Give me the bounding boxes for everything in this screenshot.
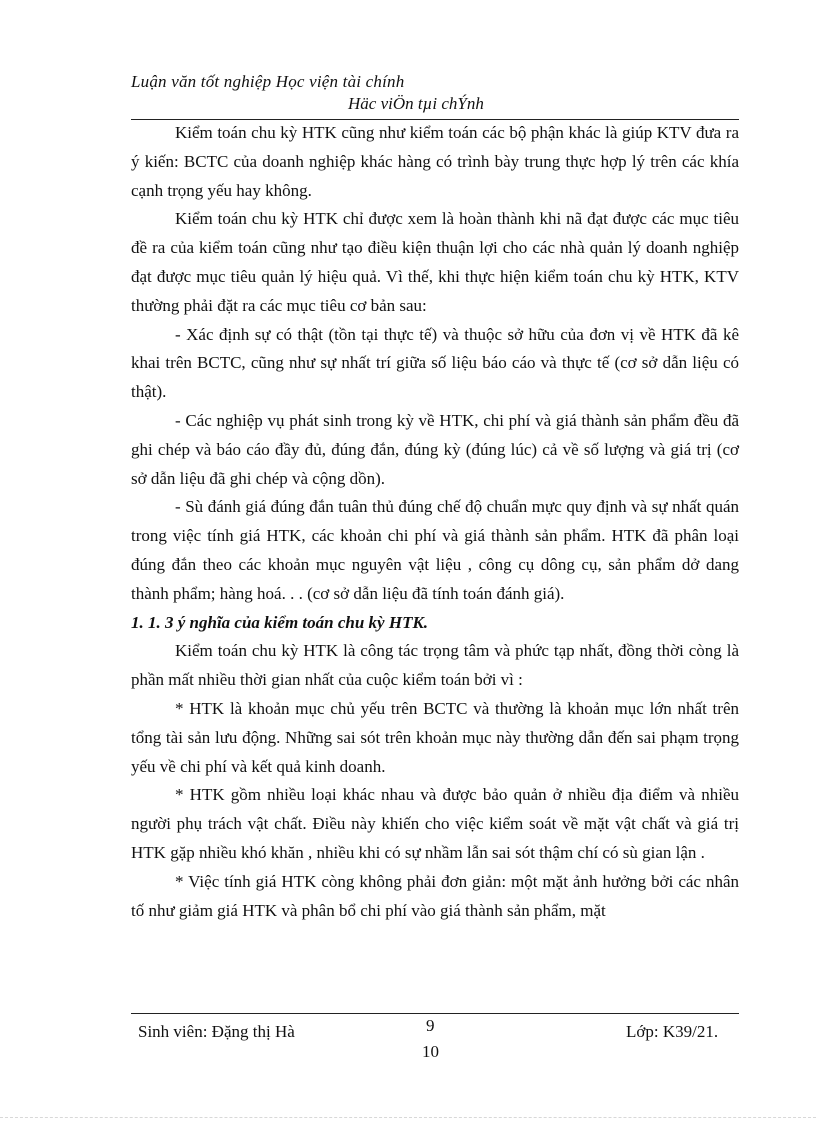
footer-divider xyxy=(131,1013,739,1014)
section-heading: 1. 1. 3 ý nghĩa của kiểm toán chu kỳ HTK. xyxy=(131,612,429,632)
paragraph: - Các nghiệp vụ phát sinh trong kỳ về HTK, chi phí và giá thành sản phẩm đều đã ghi chép và báo cáo đầy đủ, đúng đắn, đúng kỳ (đúng lúc) cả về số lượng và giá trị (cơ sở dẫn liệu đã ghi chép và cộng dồn). xyxy=(131,410,739,488)
paragraph: - Xác định sự có thật (tồn tại thực tế) và thuộc sở hữu của đơn vị về HTK đã kê khai trên BCTC, cũng như sự nhất trí giữa số liệu báo cáo và thực tế (cơ sở dẫn liệu có thật). xyxy=(131,324,739,402)
footer-student: Sinh viên: Đặng thị Hà xyxy=(138,1022,295,1041)
document-body xyxy=(131,119,739,925)
page-edge xyxy=(0,1117,816,1118)
paragraph: Kiểm toán chu kỳ HTK chỉ được xem là hoàn thành khi nã đạt được các mục tiêu đề ra của kiểm toán cũng như tạo điều kiện thuận lợi cho các nhà quản lý doanh nghiệp đạt được mục tiêu quản lý hiệu quả. Vì thế, khi thực hiện kiểm toán chu kỳ HTK, KTV thường phải đặt ra các mục tiêu cơ bản sau: xyxy=(131,209,739,315)
paragraph: Kiểm toán chu kỳ HTK cũng như kiểm toán các bộ phận khác là giúp KTV đưa ra ý kiến: BCTC của doanh nghiệp khác hàng có trình bày trung thực hợp lý trên các khía cạnh trọng yếu hay không. xyxy=(131,123,739,200)
page-number: 9 xyxy=(426,1016,435,1035)
page-number-secondary: 10 xyxy=(422,1042,439,1061)
paragraph: * HTK gồm nhiều loại khác nhau và được bảo quản ở nhiều địa điểm và nhiều người phụ trách vật chất. Điều này khiến cho việc kiểm soát về mặt vật chất và giá trị HTK gặp nhiều khó khăn , nhiều khi có sự nhầm lẫn sai sót thậm chí có sù gian lận . xyxy=(131,785,739,862)
header-title: Luận văn tốt nghiệp Học viện tài chính xyxy=(131,72,405,91)
paragraph: * Việc tính giá HTK còng không phải đơn giản: một mặt ảnh hưởng bởi các nhân tố như giảm giá HTK và phân bổ chi phí vào giá thành sản phẩm, mặt xyxy=(131,871,739,920)
header-subtitle: Häc viÖn tµi chÝnh xyxy=(348,94,484,113)
footer-class: Lớp: K39/21. xyxy=(626,1022,719,1041)
paragraph: - Sù đánh giá đúng đắn tuân thủ đúng chế độ chuẩn mực quy định và sự nhất quán trong việc tính giá HTK, các khoản chi phí và giá thành sản phẩm. HTK đã phân loại đúng đắn theo các khoản mục nguyên vật liệu , công cụ dông cụ, sản phẩm dở dang thành phẩm; hàng hoá. . . (cơ sở dẫn liệu đã tính toán đánh giá). xyxy=(131,497,739,603)
paragraph: * HTK là khoản mục chủ yếu trên BCTC và thường là khoản mục lớn nhất trên tổng tài sản lưu động. Những sai sót trên khoản mục này thường dẫn đến sai phạm trọng yếu về chi phí và kết quả kinh doanh. xyxy=(131,698,739,776)
paragraph: Kiểm toán chu kỳ HTK là công tác trọng tâm và phức tạp nhất, đồng thời còng là phần mất nhiều thời gian nhất của cuộc kiểm toán bởi vì : xyxy=(131,641,739,690)
